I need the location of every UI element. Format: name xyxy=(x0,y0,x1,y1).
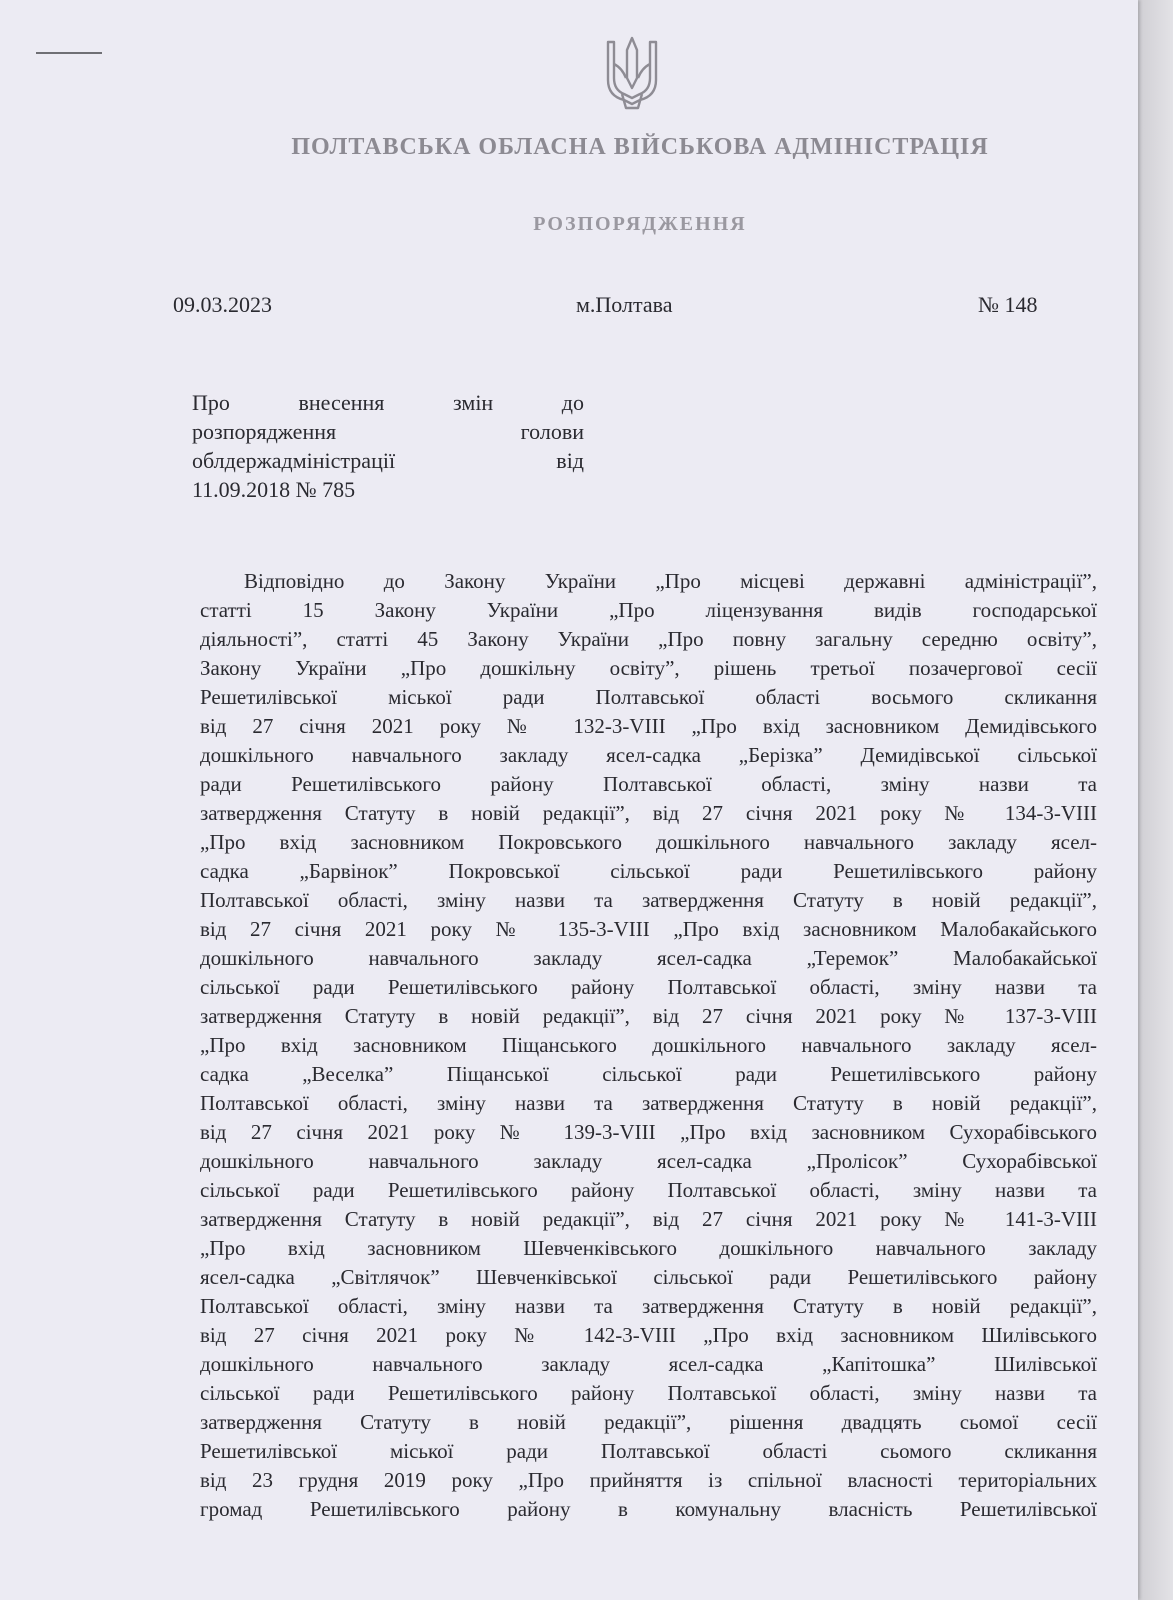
document-subject xyxy=(192,388,584,504)
body-line: сільської ради Решетилівського району Полтавської області, зміну назви та xyxy=(200,1178,1097,1202)
subject-line: розпорядження голови xyxy=(192,419,584,444)
body-line: від 27 січня 2021 року № 135-3-VIII „Про вхід засновником Малобакайського xyxy=(200,917,1097,941)
body-line: затвердження Статуту в новій редакції”, від 27 січня 2021 року № 134-3-VIII xyxy=(200,801,1097,825)
body-line: Решетилівської міської ради Полтавської області восьмого скликання xyxy=(200,685,1097,709)
body-line: дошкільного навчального закладу ясел-садка „Пролісок” Сухорабівської xyxy=(200,1149,1097,1173)
document-date: 09.03.2023 xyxy=(173,292,272,317)
body-line: громад Решетилівського району в комунальну власність Решетилівської xyxy=(200,1497,1097,1521)
body-line: садка „Барвінок” Покровської сільської ради Решетилівського району xyxy=(200,859,1097,883)
body-line: Закону України „Про дошкільну освіту”, рішень третьої позачергової сесії xyxy=(200,656,1097,680)
body-line: „Про вхід засновником Шевченківського дошкільного навчального закладу xyxy=(200,1236,1097,1260)
body-line: „Про вхід засновником Піщанського дошкільного навчального закладу ясел- xyxy=(200,1033,1097,1057)
body-line: від 23 грудня 2019 року „Про прийняття із спільної власності територіальних xyxy=(200,1468,1097,1492)
corner-mark xyxy=(36,52,102,54)
body-line: статті 15 Закону України „Про ліцензування видів господарської xyxy=(200,598,1097,622)
document-type: РОЗПОРЯДЖЕННЯ xyxy=(533,213,747,235)
organization-name: ПОЛТАВСЬКА ОБЛАСНА ВІЙСЬКОВА АДМІНІСТРАЦІЯ xyxy=(291,134,989,160)
body-line: „Про вхід засновником Покровського дошкільного навчального закладу ясел- xyxy=(200,830,1097,854)
document-body xyxy=(200,567,1097,1524)
body-line: дошкільного навчального закладу ясел-садка „Берізка” Демидівської сільської xyxy=(200,743,1097,767)
body-line: затвердження Статуту в новій редакції”, рішення двадцять сьомої сесії xyxy=(200,1410,1097,1434)
body-line: ясел-садка „Світлячок” Шевченківської сільської ради Решетилівського району xyxy=(200,1265,1097,1289)
body-line: дошкільного навчального закладу ясел-садка „Капітошка” Шилівської xyxy=(200,1352,1097,1376)
body-line: від 27 січня 2021 року № 142-3-VIII „Про вхід засновником Шилівського xyxy=(200,1323,1097,1347)
trident-emblem-icon xyxy=(604,34,660,110)
body-line: Відповідно до Закону України „Про місцеві державні адміністрації”, xyxy=(244,569,1097,593)
body-line: Решетилівської міської ради Полтавської області сьомого скликання xyxy=(200,1439,1097,1463)
body-line: Полтавської області, зміну назви та затвердження Статуту в новій редакції”, xyxy=(200,888,1097,912)
page-edge-shadow xyxy=(1138,0,1173,1600)
document-city: м.Полтава xyxy=(576,292,673,317)
body-line: Полтавської області, зміну назви та затвердження Статуту в новій редакції”, xyxy=(200,1294,1097,1318)
body-line: сільської ради Решетилівського району Полтавської області, зміну назви та xyxy=(200,1381,1097,1405)
document-number: № 148 xyxy=(978,292,1038,317)
body-line: ради Решетилівського району Полтавської області, зміну назви та xyxy=(200,772,1097,796)
body-line: затвердження Статуту в новій редакції”, від 27 січня 2021 року № 141-3-VIII xyxy=(200,1207,1097,1231)
body-line: діяльності”, статті 45 Закону України „Про повну загальну середню освіту”, xyxy=(200,627,1097,651)
body-line: Полтавської області, зміну назви та затвердження Статуту в новій редакції”, xyxy=(200,1091,1097,1115)
body-line: дошкільного навчального закладу ясел-садка „Теремок” Малобакайської xyxy=(200,946,1097,970)
subject-line: 11.09.2018 № 785 xyxy=(192,477,356,502)
body-line: сільської ради Решетилівського району Полтавської області, зміну назви та xyxy=(200,975,1097,999)
body-line: від 27 січня 2021 року № 132-3-VIII „Про вхід засновником Демидівського xyxy=(200,714,1097,738)
subject-line: облдержадміністрації від xyxy=(192,448,584,473)
subject-line: Про внесення змін до xyxy=(192,390,584,415)
body-line: від 27 січня 2021 року № 139-3-VIII „Про вхід засновником Сухорабівського xyxy=(200,1120,1097,1144)
body-line: затвердження Статуту в новій редакції”, від 27 січня 2021 року № 137-3-VIII xyxy=(200,1004,1097,1028)
body-line: садка „Веселка” Піщанської сільської ради Решетилівського району xyxy=(200,1062,1097,1086)
